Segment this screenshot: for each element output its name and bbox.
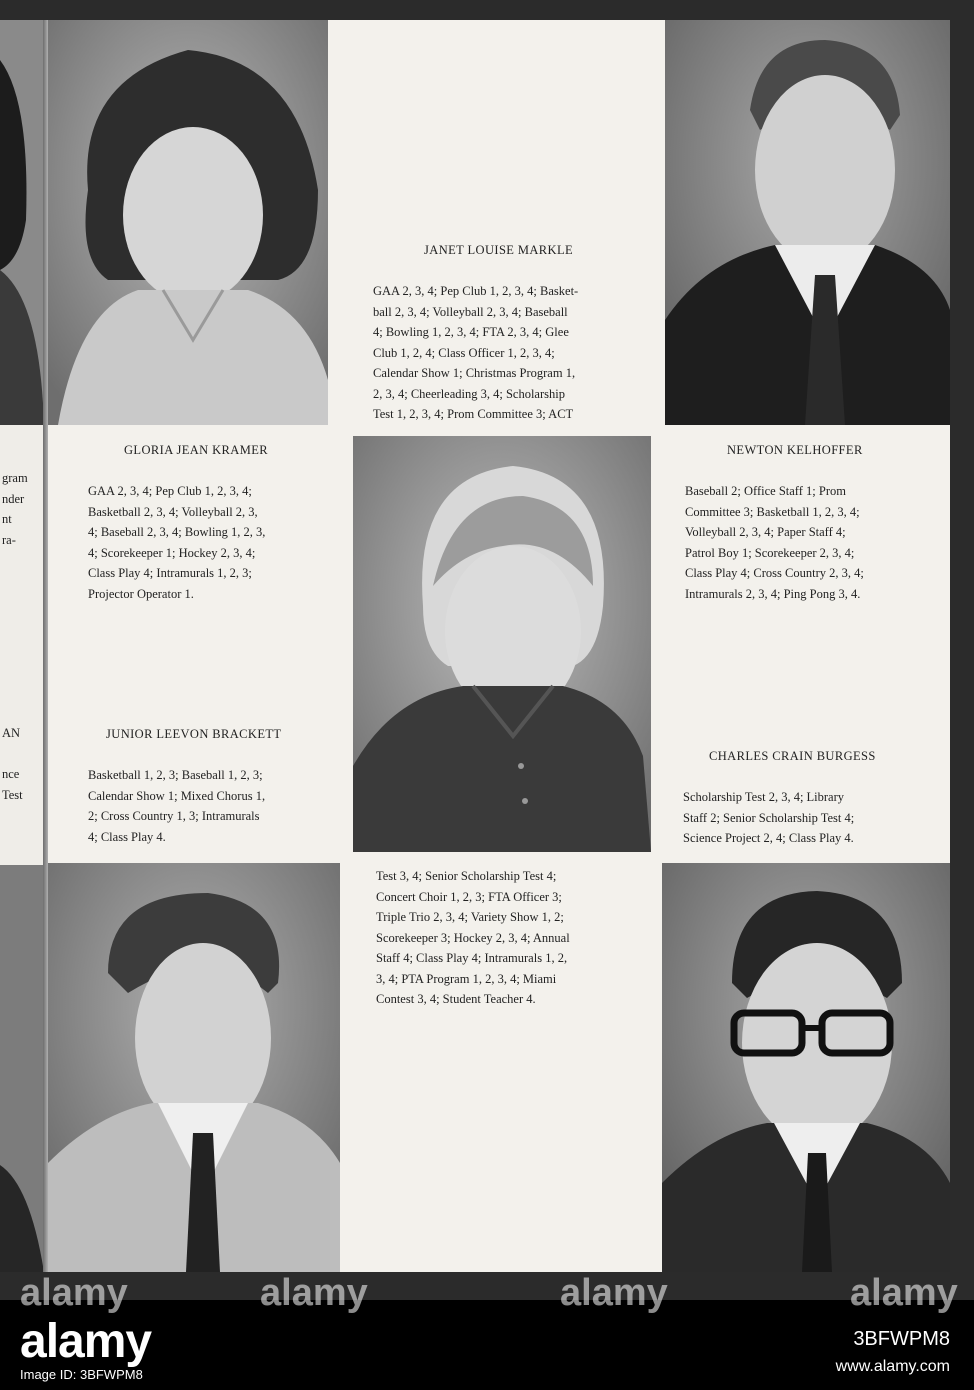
student-activities-charles: Scholarship Test 2, 3, 4; Library Staff 2; Senior Scholarship Test 4; Science Project 2, 4; Class Play 4. bbox=[683, 790, 855, 845]
student-activities-junior: Basketball 1, 2, 3; Baseball 1, 2, 3; Calendar Show 1; Mixed Chorus 1, 2; Cross Country 1, 3; Intramurals 4; Class Play 4. bbox=[88, 768, 266, 844]
yearbook-page bbox=[48, 20, 950, 1272]
student-activities-janet-continued: Test 3, 4; Senior Scholarship Test 4; Concert Choir 1, 2, 3; FTA Officer 3; Triple Trio 2, 3, 4; Variety Show 1, 2; Scorekeeper 3; Hockey 2, 3, 4; Annual Staff 4; Class Play 4; Intramurals 1, 2, 3, 4; PTA Program 1, 2, 3, 4; Miami Contest 3, 4; Student Teacher 4. bbox=[376, 869, 570, 1006]
student-photo-janet bbox=[353, 436, 651, 852]
student-photo-gloria bbox=[48, 20, 328, 425]
student-photo-charles bbox=[662, 863, 950, 1272]
stock-url: www.alamy.com bbox=[835, 1358, 950, 1375]
student-activities-gloria: GAA 2, 3, 4; Pep Club 1, 2, 3, 4; Basketball 2, 3, 4; Volleyball 2, 3, 4; Baseball 2, 3, 4; Bowling 1, 2, 3, 4; Scorekeeper 1; Hockey 2, 3, 4; Class Play 4; Intramurals 1, 2, 3; Projector Operator 1. bbox=[88, 484, 266, 601]
stock-banner bbox=[0, 1300, 974, 1390]
previous-page-text-fragment: nce Test bbox=[2, 767, 23, 802]
portrait-photo-cropped-top bbox=[0, 20, 44, 425]
student-name-junior: JUNIOR LEEVON BRACKETT bbox=[106, 727, 282, 741]
student-name-gloria: GLORIA JEAN KRAMER bbox=[124, 443, 269, 457]
student-activities-janet: GAA 2, 3, 4; Pep Club 1, 2, 3, 4; Basket- ball 2, 3, 4; Volleyball 2, 3, 4; Baseball 4; Bowling 1, 2, 3, 4; FTA 2, 3, 4; Glee Club 1, 2, 4; Class Officer 1, 2, 3, 4; Calendar Show 1; Christmas Program 1, 2, 3, 4; Cheerleading 3, 4; Scholarship Test 1, 2, 3, 4; Prom Committee 3; ACT bbox=[373, 284, 579, 421]
previous-page-edge bbox=[0, 20, 44, 1272]
watermark: alamy bbox=[20, 1272, 128, 1314]
watermark: alamy bbox=[260, 1272, 368, 1314]
stock-image-id: Image ID: 3BFWPM8 bbox=[20, 1367, 143, 1382]
student-name-janet: JANET LOUISE MARKLE bbox=[424, 243, 574, 257]
portrait-photo-cropped-bottom bbox=[0, 865, 44, 1272]
watermark: alamy bbox=[850, 1272, 958, 1314]
previous-page-text-fragment: gram nder nt ra- bbox=[2, 471, 28, 547]
watermark: alamy bbox=[560, 1272, 668, 1314]
stock-logo: alamy bbox=[20, 1315, 152, 1368]
stock-image-id-right: 3BFWPM8 bbox=[853, 1328, 950, 1350]
student-name-newton: NEWTON KELHOFFER bbox=[727, 443, 863, 457]
student-activities-newton: Baseball 2; Office Staff 1; Prom Committee 3; Basketball 1, 2, 3, 4; Volleyball 2, 3, 4; Paper Staff 4; Patrol Boy 1; Scorekeeper 2, 3, 4; Class Play 4; Cross Country 2, 3, 4; Intramurals 2, 3, 4; Ping Pong 3, 4. bbox=[685, 484, 864, 601]
student-name-charles: CHARLES CRAIN BURGESS bbox=[709, 749, 876, 763]
student-photo-newton bbox=[665, 20, 950, 425]
previous-page-name-fragment: AN bbox=[2, 726, 21, 740]
student-photo-junior bbox=[48, 863, 340, 1272]
